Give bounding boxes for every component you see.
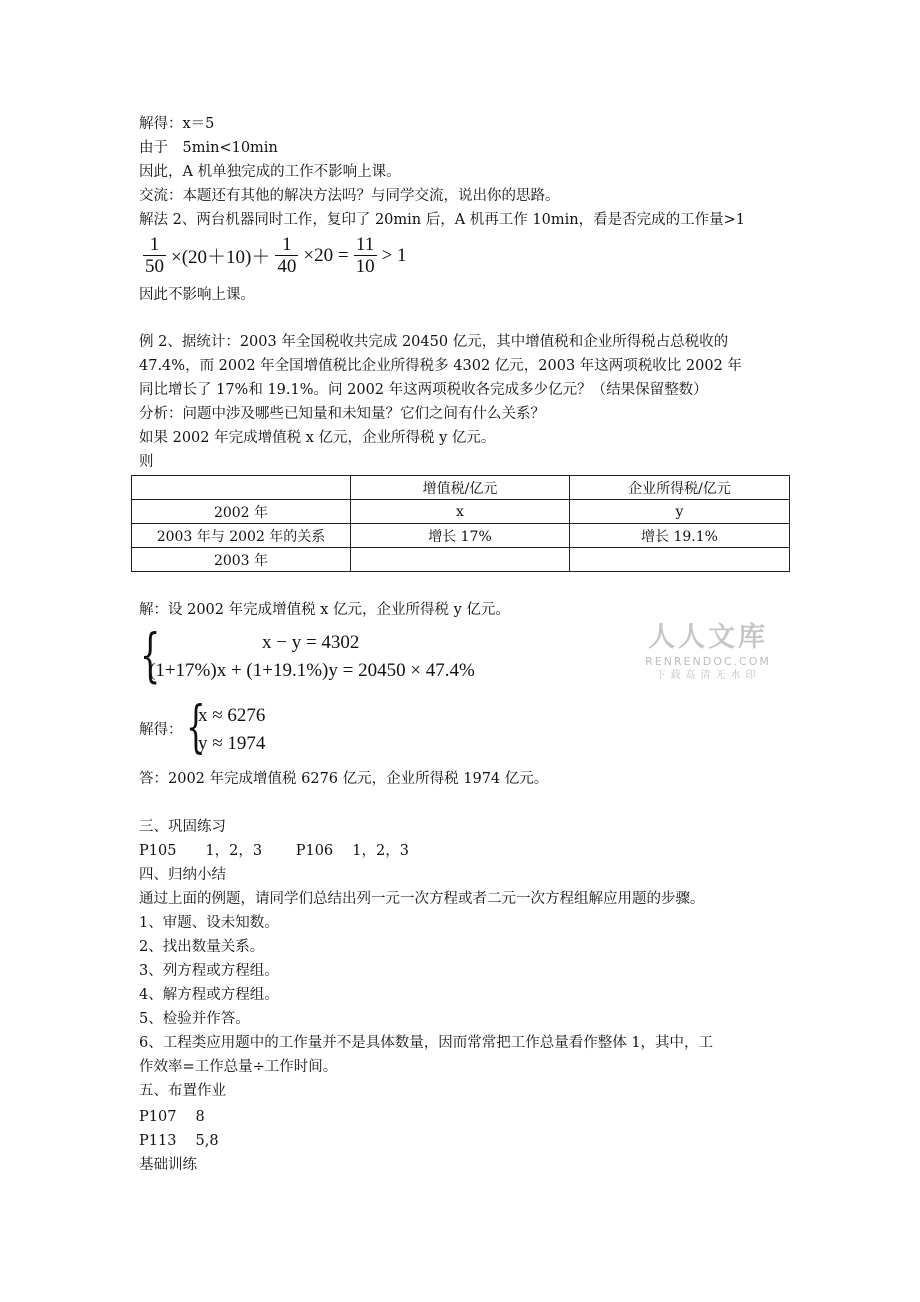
text-line: 解法 2、两台机器同时工作，复印了 20min 后，A 机再工作 10min，看是否完成的工作量>1 <box>139 212 745 228</box>
watermark-slogan: 下载高清无水印 <box>655 670 761 681</box>
table-header-cell: 企业所得税/亿元 <box>570 476 790 500</box>
equation-brace: { <box>140 621 161 689</box>
system-equation-1: x − y = 4302 <box>262 632 360 653</box>
text-line: 作效率=工作总量÷工作时间。 <box>139 1059 338 1075</box>
table-cell: 2002 年 <box>132 500 351 524</box>
text-line: 由于 5min<10min <box>139 140 278 156</box>
text-line: 解得： <box>139 722 183 738</box>
text-line: 如果 2002 年完成增值税 x 亿元，企业所得税 y 亿元。 <box>139 430 496 446</box>
table-cell: 2003 年与 2002 年的关系 <box>132 524 351 548</box>
text-line: P113 5,8 <box>139 1133 219 1149</box>
text-line: P105 1，2，3 P106 1，2，3 <box>139 843 409 859</box>
table-cell: x <box>351 500 570 524</box>
table-cell <box>351 548 570 572</box>
equation-brace: { <box>186 695 206 760</box>
text-line: 交流：本题还有其他的解决方法吗？与同学交流，说出你的思路。 <box>139 188 560 204</box>
work-amount-formula: $\frac{1}{50}$ ×(20＋10)＋ $\frac{1}{40}$ ×20 = $\frac{11}{10}$ > 1 <box>145 234 407 277</box>
list-item: 4、解方程或方程组。 <box>139 987 279 1003</box>
text-line: 解：设 2002 年完成增值税 x 亿元，企业所得税 y 亿元。 <box>139 602 510 618</box>
text-line: 解得：x＝5 <box>139 116 215 132</box>
text-line: 因此，A 机单独完成的工作不影响上课。 <box>139 164 401 180</box>
watermark-brand: 人人文库 <box>648 622 768 653</box>
section-heading: 四、归纳小结 <box>139 867 226 883</box>
text-line: P107 8 <box>139 1109 205 1125</box>
table-cell <box>132 476 351 500</box>
fraction: $\frac{1}{40}$ <box>277 234 297 277</box>
text-line: 通过上面的例题，请同学们总结出列一元一次方程或者二元一次方程组解应用题的步骤。 <box>139 891 705 907</box>
table-header-cell: 增值税/亿元 <box>351 476 570 500</box>
solution-x: x ≈ 6276 <box>198 705 266 726</box>
table-cell: 增长 19.1% <box>570 524 790 548</box>
section-heading: 五、布置作业 <box>139 1083 226 1099</box>
text-line: 则 <box>139 454 154 470</box>
text-line: 分析：问题中涉及哪些已知量和未知量？它们之间有什么关系？ <box>139 406 545 422</box>
text-line: 例 2、据统计：2003 年全国税收共完成 20450 亿元，其中增值税和企业所得税占总税收的 <box>139 334 729 350</box>
table-cell: y <box>570 500 790 524</box>
table-row <box>132 548 790 572</box>
fraction: $\frac{11}{10}$ <box>355 234 375 277</box>
list-item: 6、工程类应用题中的工作量并不是具体数量，因而常常把工作总量看作整体 1，其中，工 <box>139 1035 714 1051</box>
list-item: 5、检验并作答。 <box>139 1011 250 1027</box>
text-line: 同比增长了 17%和 19.1%。问 2002 年这两项税收各完成多少亿元？（结果保留整数） <box>139 382 708 398</box>
list-item: 1、审题、设未知数。 <box>139 915 279 931</box>
watermark-domain: RENRENDOC.COM <box>645 655 771 668</box>
text-line: 答：2002 年完成增值税 6276 亿元，企业所得税 1974 亿元。 <box>139 771 549 787</box>
tax-relation-table <box>131 475 790 572</box>
table-row <box>132 500 790 524</box>
watermark-logo <box>643 622 773 683</box>
fraction: $\frac{1}{50}$ <box>145 234 164 277</box>
system-equation-2: (1+17%)x + (1+19.1%)y = 20450 × 47.4% <box>149 660 475 681</box>
text-line: 基础训练 <box>139 1157 197 1173</box>
table-cell <box>570 548 790 572</box>
table-header-row <box>132 476 790 500</box>
text-line: 47.4%，而 2002 年全国增值税比企业所得税多 4302 亿元，2003 年这两项税收比 2002 年 <box>139 358 742 374</box>
list-item: 3、列方程或方程组。 <box>139 963 279 979</box>
table-cell: 增长 17% <box>351 524 570 548</box>
section-heading: 三、巩固练习 <box>139 819 226 835</box>
list-item: 2、找出数量关系。 <box>139 939 265 955</box>
text-line: 因此不影响上课。 <box>139 287 255 303</box>
solution-y: y ≈ 1974 <box>198 733 266 754</box>
table-row <box>132 524 790 548</box>
table-cell: 2003 年 <box>132 548 351 572</box>
